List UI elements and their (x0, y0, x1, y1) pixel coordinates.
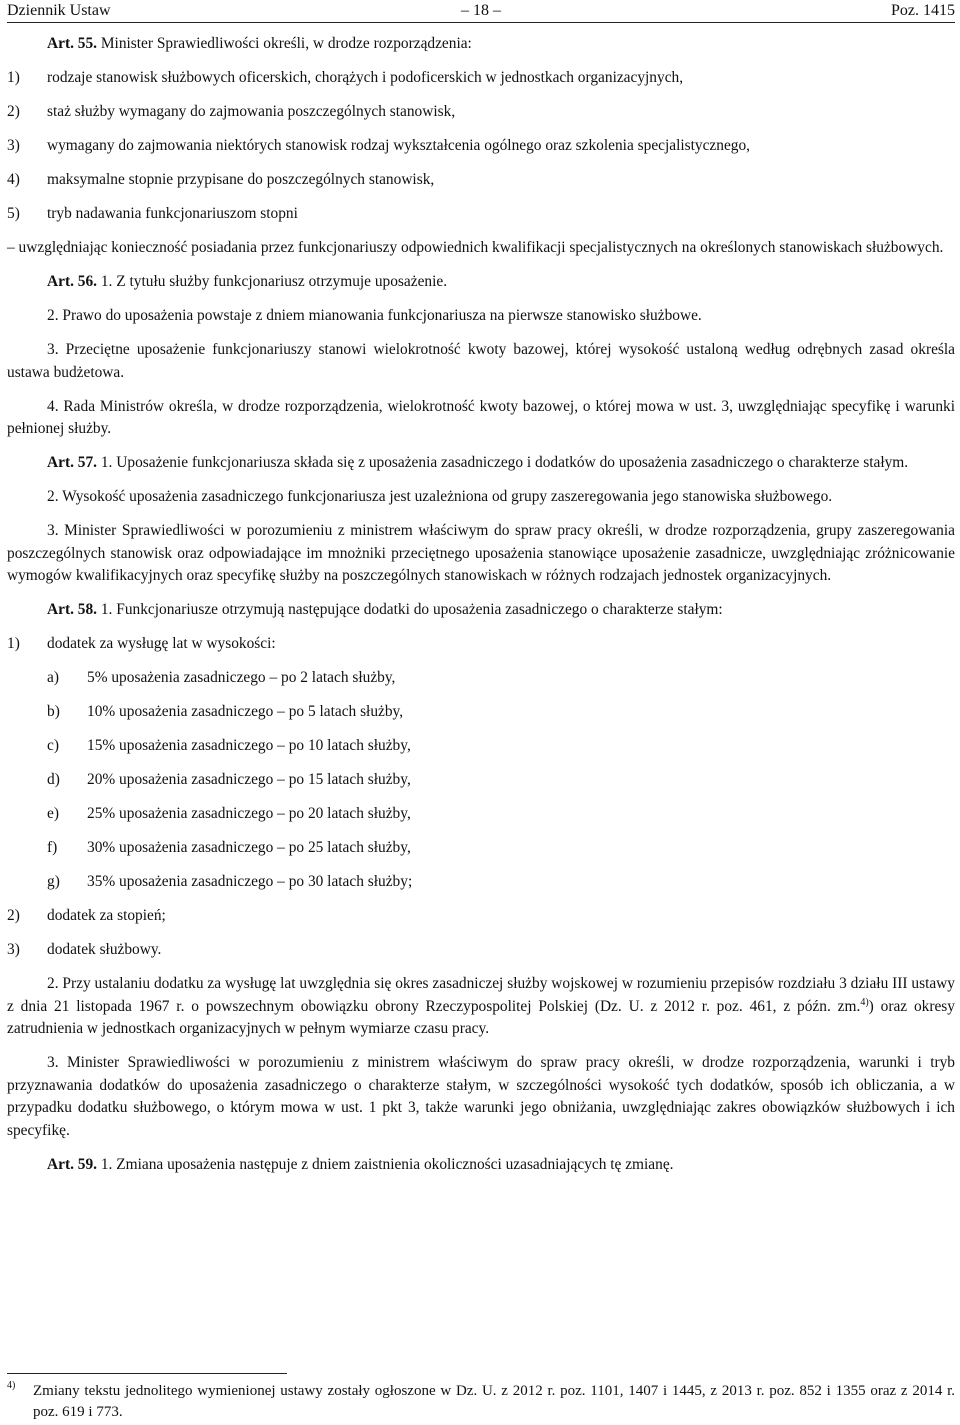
art-55-item-4 (7, 169, 955, 192)
art-56-para-3: 3. Przeciętne uposażenie funkcjonariuszy stanowi wielokrotność kwoty bazowej, której wysokość ustaloną według odrębnych zasad określa ustawa budżetowa. (7, 341, 955, 381)
art-57-para-2: 2. Wysokość uposażenia zasadniczego funkcjonariusza jest uzależniona od grupy zaszeregowania jego stanowiska służbowego. (47, 488, 833, 505)
subitem-text: 25% uposażenia zasadniczego – po 20 latach służby, (87, 805, 411, 822)
item-number: 3) (7, 137, 20, 154)
footnote (7, 1381, 955, 1423)
art-55-item-2 (7, 101, 955, 124)
art-57-para-1 (7, 452, 955, 475)
subitem-text: 5% uposażenia zasadniczego – po 2 latach służby, (87, 669, 396, 686)
art-55-item-3 (7, 135, 955, 158)
art-56-para-2: 2. Prawo do uposażenia powstaje z dniem mianowania funkcjonariusza na pierwsze stanowisko służbowe. (47, 307, 702, 324)
art-55-item-5 (7, 203, 955, 226)
art-58-para-1-text: 1. Funkcjonariusze otrzymują następujące dodatki do uposażenia zasadniczego o charakterze stałym: (97, 601, 723, 618)
subitem-text: 30% uposażenia zasadniczego – po 25 latach służby, (87, 839, 411, 856)
subitem-letter: b) (47, 703, 60, 720)
subitem-letter: e) (47, 805, 59, 822)
item-text: dodatek za wysługę lat w wysokości: (47, 635, 276, 652)
art-56-para-4: 4. Rada Ministrów określa, w drodze rozporządzenia, wielokrotność kwoty bazowej, o której mowa w ust. 3, uwzględniając specyfikę i warunki pełnionej służby. (7, 397, 955, 437)
item-number: 4) (7, 171, 20, 188)
item-text: dodatek za stopień; (47, 907, 166, 924)
art-58-subitem-b (7, 701, 955, 724)
art-57-para-1-text: 1. Uposażenie funkcjonariusza składa się z uposażenia zasadniczego i dodatków do uposażenia zasadniczego o charakterze stałym. (97, 454, 909, 471)
item-number: 1) (7, 69, 20, 86)
subitem-text: 35% uposażenia zasadniczego – po 30 latach służby; (87, 873, 413, 890)
art-58-para-3: 3. Minister Sprawiedliwości w porozumieniu z ministrem właściwym do spraw pracy określi, w drodze rozporządzenia, warunki i tryb przyznawania dodatków do uposażenia zasadniczego o charakterze stałym, w szczególności wysokość tych dodatków, sposób ich obliczania, a w przypadku dodatku służbowego, o którym mowa w ust. 1 pkt 3, także warunki jego obniżania, uwzględniając zakres obowiązków służbowych i ich specyfikę. (7, 1054, 955, 1139)
subitem-letter: a) (47, 669, 59, 686)
subitem-letter: f) (47, 839, 58, 856)
item-text: rodzaje stanowisk służbowych oficerskich, chorążych i podoficerskich w jednostkach organizacyjnych, (47, 69, 684, 86)
art-55-intro-text: Minister Sprawiedliwości określi, w drodze rozporządzenia: (97, 35, 472, 52)
item-number: 3) (7, 941, 20, 958)
item-number: 5) (7, 205, 20, 222)
art-58-subitem-f (7, 837, 955, 860)
art-55-intro (7, 33, 955, 56)
art-58-subitem-d (7, 769, 955, 792)
footnote-text: Zmiany tekstu jednolitego wymienionej ustawy zostały ogłoszone w Dz. U. z 2012 r. poz. 1101, 1407 i 1445, z 2013 r. poz. 852 i 1355 oraz z 2014 r. poz. 619 i 773. (33, 1383, 955, 1420)
art-57-label: Art. 57. (47, 454, 98, 471)
art-58-para-2-text-b: ) oraz okresy zatrudnienia w jednostkach organizacyjnych w pełnym wymiarze czasu pracy. (7, 997, 955, 1037)
art-58-item-1 (7, 633, 955, 656)
footnote-mark: 4) (7, 1380, 16, 1391)
item-number: 1) (7, 635, 20, 652)
subitem-letter: g) (47, 873, 60, 890)
item-text: staż służby wymagany do zajmowania poszczególnych stanowisk, (47, 103, 456, 120)
art-58-subitem-c (7, 735, 955, 758)
art-58-para-1 (7, 599, 955, 622)
art-56-label: Art. 56. (47, 273, 98, 290)
art-59-label: Art. 59. (47, 1155, 98, 1173)
position-number: Poz. 1415 (891, 2, 955, 19)
document-page (7, 0, 955, 1425)
art-55-item-1 (7, 67, 955, 90)
page-header (7, 0, 955, 22)
art-58-subitem-g (7, 871, 955, 894)
item-text: wymagany do zajmowania niektórych stanowisk rodzaj wykształcenia ogólnego oraz szkolenia specjalistycznego, (47, 137, 751, 154)
art-58-label: Art. 58. (47, 601, 98, 618)
subitem-letter: c) (47, 737, 59, 754)
footnote-reference: 4) (860, 996, 869, 1008)
art-58-item-3 (7, 939, 955, 962)
art-56-para-1 (7, 271, 955, 294)
art-58-subitem-a (7, 667, 955, 690)
item-number: 2) (7, 907, 20, 924)
journal-title: Dziennik Ustaw (7, 2, 111, 19)
art-56-para-1-text: 1. Z tytułu służby funkcjonariusz otrzymuje uposażenie. (97, 273, 448, 290)
item-text: maksymalne stopnie przypisane do poszczególnych stanowisk, (47, 171, 435, 188)
subitem-text: 15% uposażenia zasadniczego – po 10 latach służby, (87, 737, 411, 754)
art-58-subitem-e (7, 803, 955, 826)
item-text: dodatek służbowy. (47, 941, 162, 958)
item-number: 2) (7, 103, 20, 120)
subitem-text: 20% uposażenia zasadniczego – po 15 latach służby, (87, 771, 411, 788)
art-58-item-2 (7, 905, 955, 928)
page-number: – 18 – (461, 2, 501, 19)
art-58-para-2-text-a: 2. Przy ustalaniu dodatku za wysługę lat uwzględnia się okres zasadniczej służby wojskowej w rozumieniu przepisów rozdziału 3 działu III ustawy z dnia 21 listopada 1967 r. o powszechnym obowiązku obrony Rzeczypospolitej Polskiej (Dz. U. z 2012 r. poz. 461, z późn. zm. (7, 975, 955, 1015)
subitem-text: 10% uposażenia zasadniczego – po 5 latach służby, (87, 703, 404, 720)
subitem-letter: d) (47, 771, 60, 788)
document-body (7, 33, 955, 1176)
art-55-label: Art. 55. (47, 35, 98, 52)
item-text: tryb nadawania funkcjonariuszom stopni (47, 205, 298, 222)
art-59-para-1-text: 1. Zmiana uposażenia następuje z dniem zaistnienia okoliczności uzasadniających tę zmianę. (97, 1155, 674, 1173)
art-55-closing: – uwzględniając konieczność posiadania przez funkcjonariuszy odpowiednich kwalifikacji specjalistycznych na określonych stanowiskach służbowych. (7, 239, 944, 256)
header-divider (7, 22, 955, 23)
art-58-para-2 (7, 973, 955, 1041)
art-59-para-1 (7, 1154, 955, 1177)
art-57-para-3: 3. Minister Sprawiedliwości w porozumieniu z ministrem właściwym do spraw pracy określi, w drodze rozporządzenia, grupy zaszeregowania poszczególnych stanowisk oraz odpowiadające im mnożniki przeciętnego uposażenia stanowiące uposażenie zasadnicze, uwzględniając zróżnicowanie wymogów kwalifikacyjnych oraz specyfikę służby na poszczególnych stanowiskach w różnych rodzajach jednostek organizacyjnych. (7, 522, 955, 584)
footnote-divider (7, 1373, 287, 1374)
